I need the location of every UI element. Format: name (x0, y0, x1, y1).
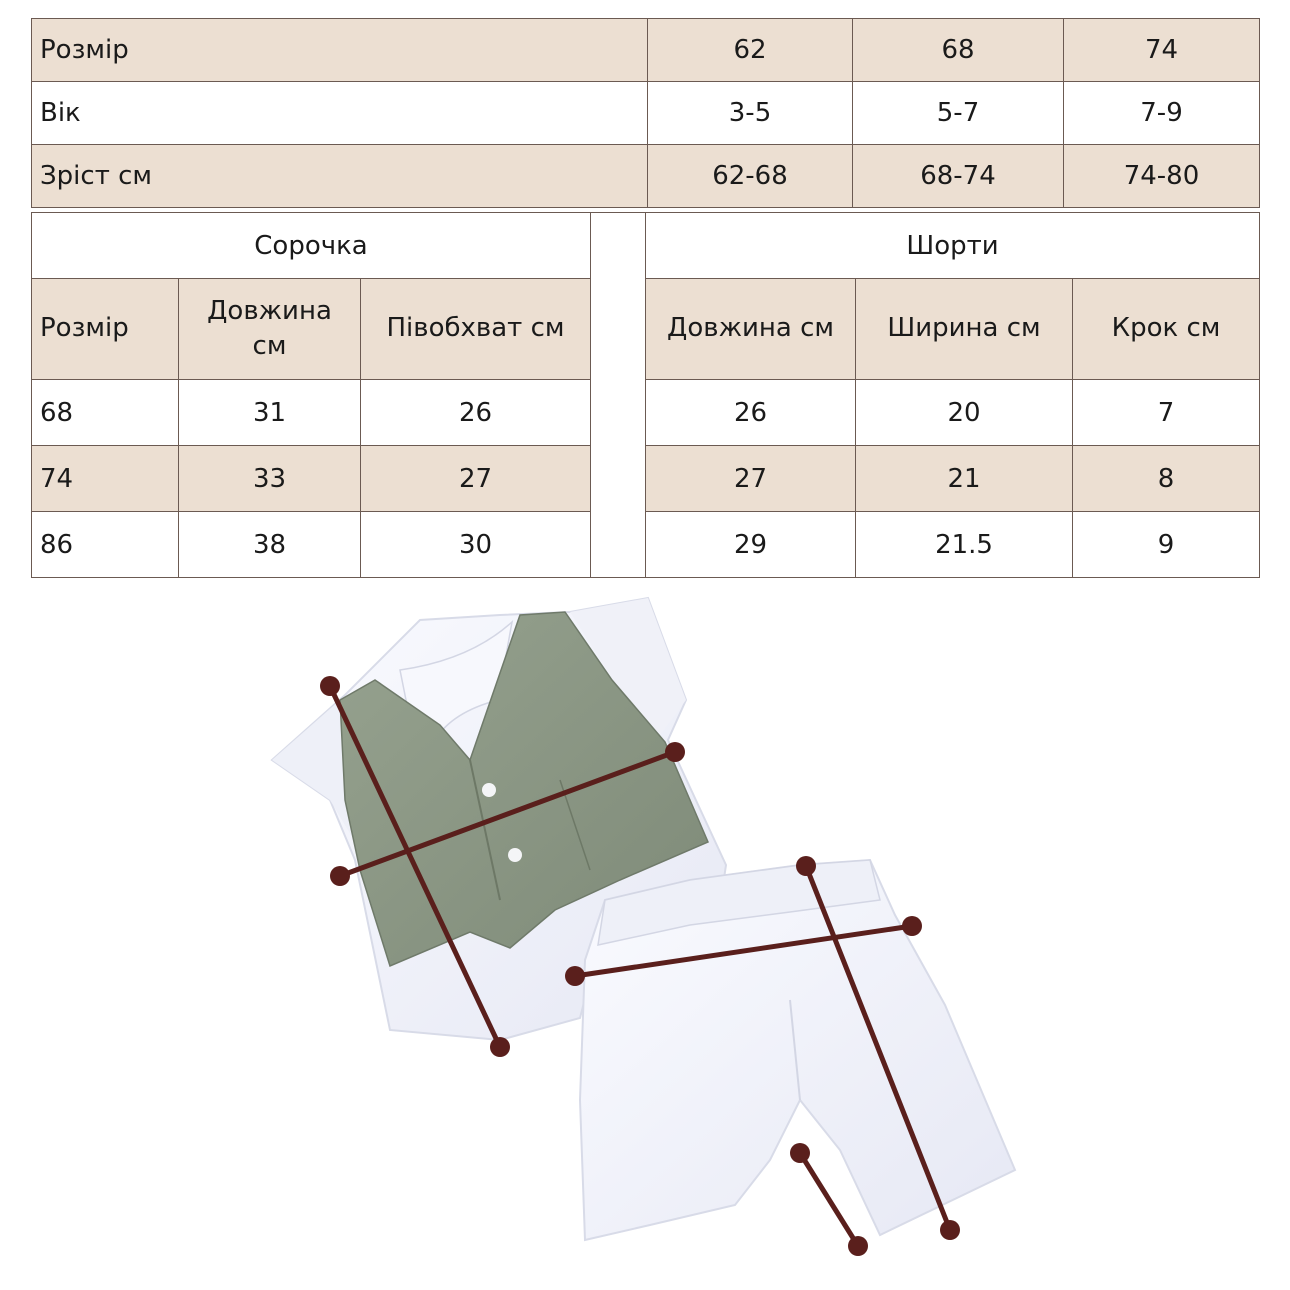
measure-point (790, 1143, 810, 1163)
shorts-width-header: Ширина см (856, 279, 1073, 380)
shirt-length: 31 (179, 380, 361, 446)
size-row-size (32, 19, 1260, 82)
size-table (31, 18, 1260, 208)
shorts-length: 27 (646, 446, 856, 512)
table-row (32, 446, 1260, 512)
shirt-length-header: Довжина см (179, 279, 361, 380)
row-size: 74 (32, 446, 179, 512)
shorts-title: Шорти (646, 213, 1260, 279)
shorts-length: 29 (646, 512, 856, 578)
shorts-length: 26 (646, 380, 856, 446)
shorts-length-header: Довжина см (646, 279, 856, 380)
shorts-inseam: 9 (1073, 512, 1260, 578)
measurement-header-row (32, 279, 1260, 380)
measure-point (848, 1236, 868, 1256)
measure-point (330, 866, 350, 886)
table-row (32, 380, 1260, 446)
shirt-half-chest-header: Півобхват см (361, 279, 591, 380)
shorts-inseam: 8 (1073, 446, 1260, 512)
measure-point (490, 1037, 510, 1057)
table-row (32, 512, 1260, 578)
row-size: 86 (32, 512, 179, 578)
measure-point (665, 742, 685, 762)
height-cell: 62-68 (648, 145, 853, 208)
size-row-age (32, 82, 1260, 145)
size-cell: 68 (853, 19, 1064, 82)
measure-point (565, 966, 585, 986)
size-cell: 74 (1064, 19, 1260, 82)
measure-point (902, 916, 922, 936)
shorts-graphic (580, 860, 1015, 1240)
measure-point (320, 676, 340, 696)
garment-illustration (0, 590, 1290, 1290)
shorts-width: 20 (856, 380, 1073, 446)
age-cell: 7-9 (1064, 82, 1260, 145)
height-cell: 74-80 (1064, 145, 1260, 208)
age-cell: 3-5 (648, 82, 853, 145)
shirt-half-chest: 26 (361, 380, 591, 446)
shirt-length: 38 (179, 512, 361, 578)
shirt-half-chest: 27 (361, 446, 591, 512)
row-size: 68 (32, 380, 179, 446)
age-row-label: Вік (32, 82, 648, 145)
measure-point (796, 856, 816, 876)
age-cell: 5-7 (853, 82, 1064, 145)
button-dot (482, 783, 496, 797)
size-row-label: Розмір (32, 19, 648, 82)
shirt-size-header: Розмір (32, 279, 179, 380)
shirt-half-chest: 30 (361, 512, 591, 578)
shorts-inseam-header: Крок см (1073, 279, 1260, 380)
shorts-width: 21 (856, 446, 1073, 512)
measure-point (940, 1220, 960, 1240)
size-cell: 62 (648, 19, 853, 82)
shorts-width: 21.5 (856, 512, 1073, 578)
size-row-height (32, 145, 1260, 208)
measurements-table (31, 212, 1260, 578)
shirt-length: 33 (179, 446, 361, 512)
button-dot (508, 848, 522, 862)
table-gap (591, 213, 646, 578)
garment-title-row (32, 213, 1260, 279)
shirt-title: Сорочка (32, 213, 591, 279)
shorts-inseam: 7 (1073, 380, 1260, 446)
height-row-label: Зріст см (32, 145, 648, 208)
height-cell: 68-74 (853, 145, 1064, 208)
